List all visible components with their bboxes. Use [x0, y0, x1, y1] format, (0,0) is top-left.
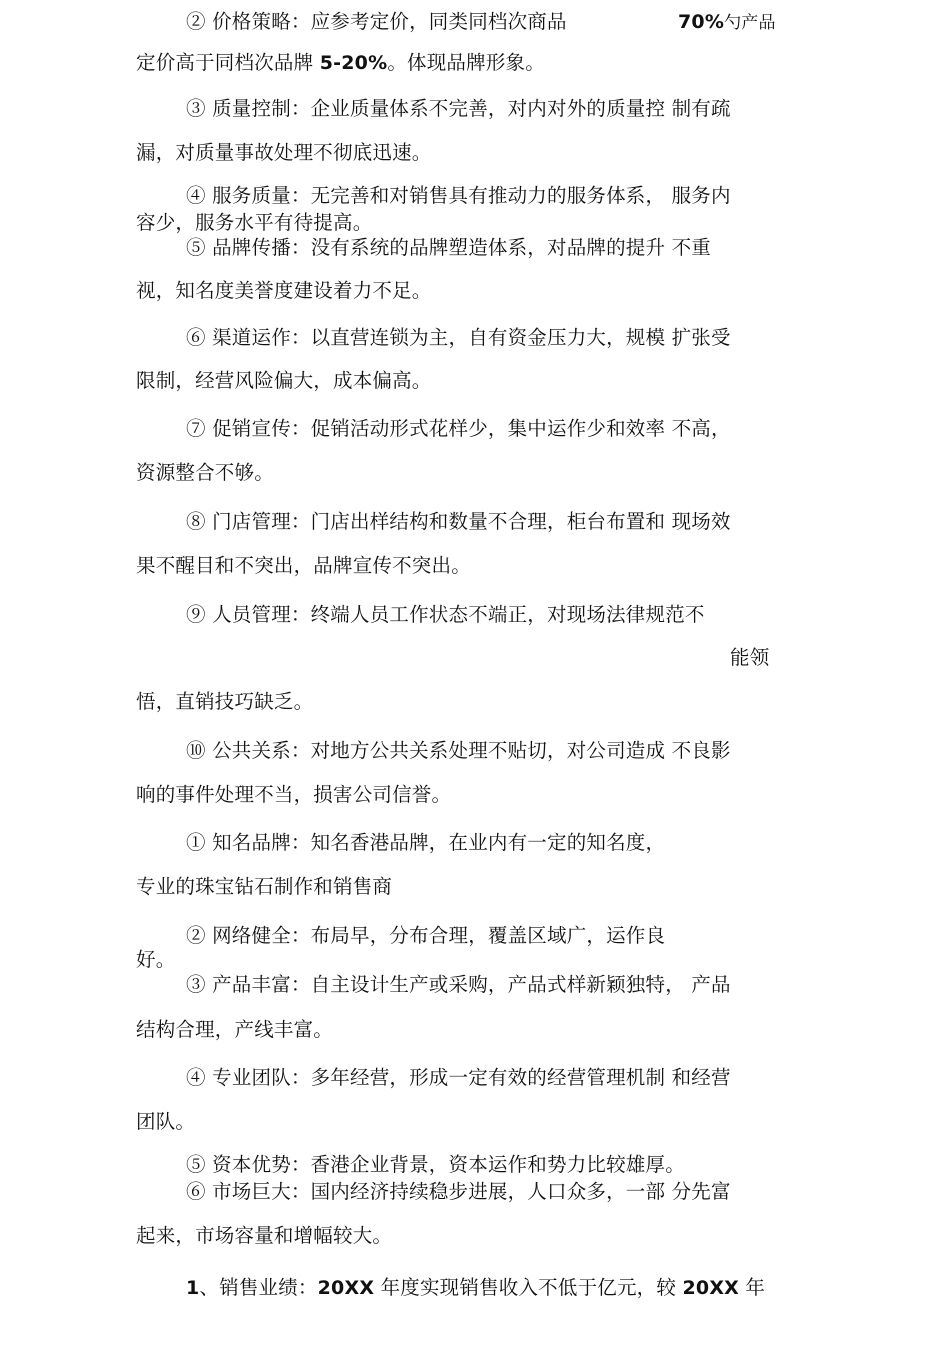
text-line — [186, 1066, 731, 1090]
text-segment: 勺产品 — [724, 13, 776, 33]
text-segment: 定价高于同档次品牌 — [136, 51, 314, 74]
text-line — [186, 831, 665, 855]
text-segment: ① 知名品牌：知名香港品牌，在业内有一定的知名度， — [186, 831, 666, 854]
text-line — [186, 417, 731, 441]
text-line — [186, 184, 731, 208]
text-line — [136, 1018, 333, 1042]
text-line — [186, 924, 665, 948]
text-segment: ② 价格策略：应参考定价，同类同档次商品 — [186, 10, 567, 33]
text-line — [136, 51, 545, 75]
text-segment: 结构合理，产线丰富。 — [136, 1018, 334, 1041]
text-line — [186, 1276, 765, 1300]
text-segment: ⑨ 人员管理：终端人员工作状态不端正，对现场法律规范不 — [186, 603, 705, 626]
text-segment: ③ 质量控制：企业质量体系不完善，对内对外的质量控 制有疏 — [186, 97, 731, 120]
text-segment: 好。 — [136, 948, 176, 971]
text-segment: ⑦ 促销宣传：促销活动形式花样少，集中运作少和效率 不高， — [186, 417, 731, 440]
section-number: 1 — [186, 1277, 200, 1299]
text-line — [136, 554, 471, 578]
text-line — [136, 279, 432, 303]
text-segment: 容少，服务水平有待提高。 — [136, 211, 373, 234]
text-line — [136, 1224, 392, 1248]
text-segment: 视，知名度美誉度建设着力不足。 — [136, 279, 432, 302]
text-segment: 。体现品牌形象。 — [387, 51, 545, 74]
text-segment: ③ 产品丰富：自主设计生产或采购，产品式样新颖独特， 产品 — [186, 973, 731, 996]
text-segment: 响的事件处理不当，损害公司信誉。 — [136, 783, 452, 806]
text-segment: ⑧ 门店管理：门店出样结构和数量不合理，柜台布置和 现场效 — [186, 510, 731, 533]
text-segment: ⑩ 公共关系：对地方公共关系处理不贴切，对公司造成 不良影 — [186, 739, 731, 762]
text-segment: 能领 — [730, 646, 770, 669]
text-segment: ⑥ 渠道运作：以直营连锁为主，自有资金压力大，规模 扩张受 — [186, 326, 731, 349]
text-segment: 悟，直销技巧缺乏。 — [136, 690, 314, 713]
text-line — [186, 1153, 685, 1177]
text-line — [186, 97, 731, 121]
text-line — [136, 875, 392, 899]
text-segment: ④ 专业团队：多年经营，形成一定有效的经营管理机制 和经营 — [186, 1066, 731, 1089]
text-line — [136, 1110, 195, 1134]
text-line — [186, 326, 731, 350]
percent-value: 70% — [678, 11, 725, 33]
text-segment: 专业的珠宝钻石制作和销售商 — [136, 875, 393, 898]
percent-range: 5-20% — [319, 52, 388, 74]
text-segment: 、销售业绩： — [199, 1276, 318, 1299]
text-line — [136, 690, 313, 714]
text-line — [136, 948, 175, 972]
text-segment: 资源整合不够。 — [136, 461, 274, 484]
text-segment: ② 网络健全：布局早，分布合理，覆盖区域广，运作良 — [186, 924, 666, 947]
text-line — [136, 211, 372, 235]
text-line — [186, 236, 711, 260]
text-segment: 年 — [739, 1276, 766, 1299]
text-line — [186, 603, 705, 627]
text-line — [136, 141, 432, 165]
text-line — [730, 646, 769, 670]
text-segment: 果不醒目和不突出，品牌宣传不突出。 — [136, 554, 471, 577]
text-segment: ⑤ 品牌传播：没有系统的品牌塑造体系，对品牌的提升 不重 — [186, 236, 711, 259]
text-line — [186, 10, 567, 34]
text-segment: ⑥ 市场巨大：国内经济持续稳步进展，人口众多，一部 分先富 — [186, 1180, 731, 1203]
text-line — [186, 973, 731, 997]
year-value: 20XX — [317, 1277, 375, 1299]
text-line — [186, 1180, 731, 1204]
text-line — [136, 369, 432, 393]
text-segment: 起来，市场容量和增幅较大。 — [136, 1224, 393, 1247]
text-segment: ④ 服务质量：无完善和对销售具有推动力的服务体系， 服务内 — [186, 184, 731, 207]
text-segment: 团队。 — [136, 1110, 196, 1133]
text-segment: ⑤ 资本优势：香港企业背景，资本运作和势力比较雄厚。 — [186, 1153, 685, 1176]
text-segment: 年度实现销售收入不低于亿元，较 — [374, 1276, 683, 1299]
text-line — [678, 10, 776, 35]
text-line — [136, 783, 451, 807]
text-line — [186, 510, 731, 534]
text-segment: 漏，对质量事故处理不彻底迅速。 — [136, 141, 432, 164]
text-segment: 限制，经营风险偏大，成本偏高。 — [136, 369, 432, 392]
text-line — [136, 461, 274, 485]
year-value: 20XX — [682, 1277, 740, 1299]
text-line — [186, 739, 731, 763]
